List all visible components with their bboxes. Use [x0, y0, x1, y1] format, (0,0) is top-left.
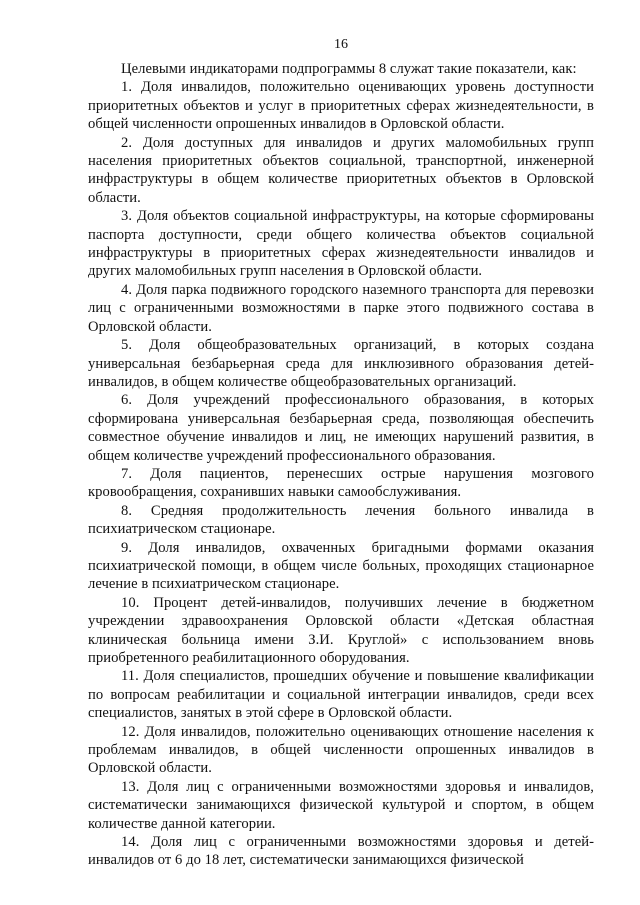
indicator-item-2: 2. Доля доступных для инвалидов и других маломобильных групп населения приоритетных объектов социальной, транспортной, инженерной инфраструктуры в общем количестве приоритетных объектов в Орловской области. [88, 134, 594, 206]
intro-paragraph: Целевыми индикаторами подпрограммы 8 служат такие показатели, как: [121, 61, 577, 77]
indicator-item-13: 13. Доля лиц с ограниченными возможностями здоровья и инвалидов, систематически занимающихся физической культурой и спортом, в общем количестве данной категории. [88, 778, 594, 832]
indicator-item-5: 5. Доля общеобразовательных организаций, в которых создана универсальная безбарьерная среда для инклюзивного образования детей-инвалидов, в общем количестве общеобразовательных организаций. [88, 337, 594, 390]
indicator-item-7: 7. Доля пациентов, перенесших острые нарушения мозгового кровообращения, сохранивших навыки самообслуживания. [88, 465, 594, 501]
indicator-item-3: 3. Доля объектов социальной инфраструктуры, на которые сформированы паспорта доступности, среди общего количества объектов социальной инфраструктуры в приоритетных сферах жизнедеятельности инвалидов и других маломобильных групп населения в Орловской области. [88, 208, 594, 280]
indicator-item-4: 4. Доля парка подвижного городского наземного транспорта для перевозки лиц с ограниченными возможностями в парке этого подвижного состава в Орловской области. [88, 281, 594, 335]
indicator-item-1: 1. Доля инвалидов, положительно оценивающих уровень доступности приоритетных объектов и услуг в приоритетных сферах жизнедеятельности, в общей численности опрошенных инвалидов в Орловской области. [88, 79, 594, 133]
document-body [88, 60, 594, 870]
indicator-item-11: 11. Доля специалистов, прошедших обучение и повышение квалификации по вопросам реабилитации и социальной интеграции инвалидов, среди всех специалистов, занятых в этой сфере в Орловской области. [88, 668, 594, 722]
indicator-item-14: 14. Доля лиц с ограниченными возможностями здоровья и детей-инвалидов от 6 до 18 лет, систематически занимающихся физической [88, 834, 594, 869]
indicator-item-8: 8. Средняя продолжительность лечения больного инвалида в психиатрическом стационаре. [88, 502, 594, 538]
indicator-item-10: 10. Процент детей-инвалидов, получивших лечение в бюджетном учреждении здравоохранения Орловской области «Детская областная клиническая больница имени З.И. Круглой» с использованием вновь приобретенного реабилитационного оборудования. [88, 594, 594, 666]
indicator-item-12: 12. Доля инвалидов, положительно оценивающих отношение населения к проблемам инвалидов, в общей численности опрошенных инвалидов в Орловской области. [88, 723, 594, 777]
page-number: 16 [334, 37, 348, 52]
indicator-item-6: 6. Доля учреждений профессионального образования, в которых сформирована универсальная безбарьерная среда, позволяющая обеспечить совместное обучение инвалидов и лиц, не имеющих нарушений развития, в общем количестве учреждений профессионального образования. [88, 392, 594, 464]
indicator-item-9: 9. Доля инвалидов, охваченных бригадными формами оказания психиатрической помощи, в общем числе больных, проходящих стационарное лечение в психиатрическом стационаре. [88, 539, 594, 593]
